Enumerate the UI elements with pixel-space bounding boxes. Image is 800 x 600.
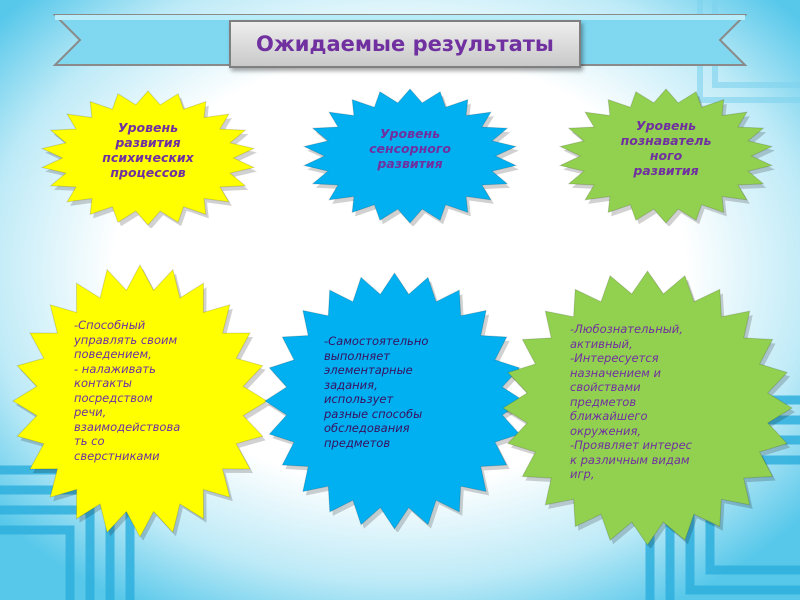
page-title: Ожидаемые результаты xyxy=(256,32,554,56)
star-text-independence: -Самостоятельно выполняет элементарные задания, использует разные способы обследования предметов xyxy=(324,334,429,450)
title-banner xyxy=(229,20,581,68)
star-text-curiosity: -Любознательный, активный, -Интересуется назначением и свойствами предметов ближайшего окружения, -Проявляет интерес к различным видам игр, xyxy=(570,322,692,481)
star-label-psychic: Уровень развития психических процессов xyxy=(102,120,194,180)
star-text-behaviour: -Способный управлять своим поведением, - налаживать контакты посредством речи, взаимодействова ть со сверстниками xyxy=(74,318,181,463)
star-label-cognitive: Уровень познаватель ного развития xyxy=(620,118,712,178)
star-label-sensory: Уровень сенсорного развития xyxy=(369,126,451,171)
